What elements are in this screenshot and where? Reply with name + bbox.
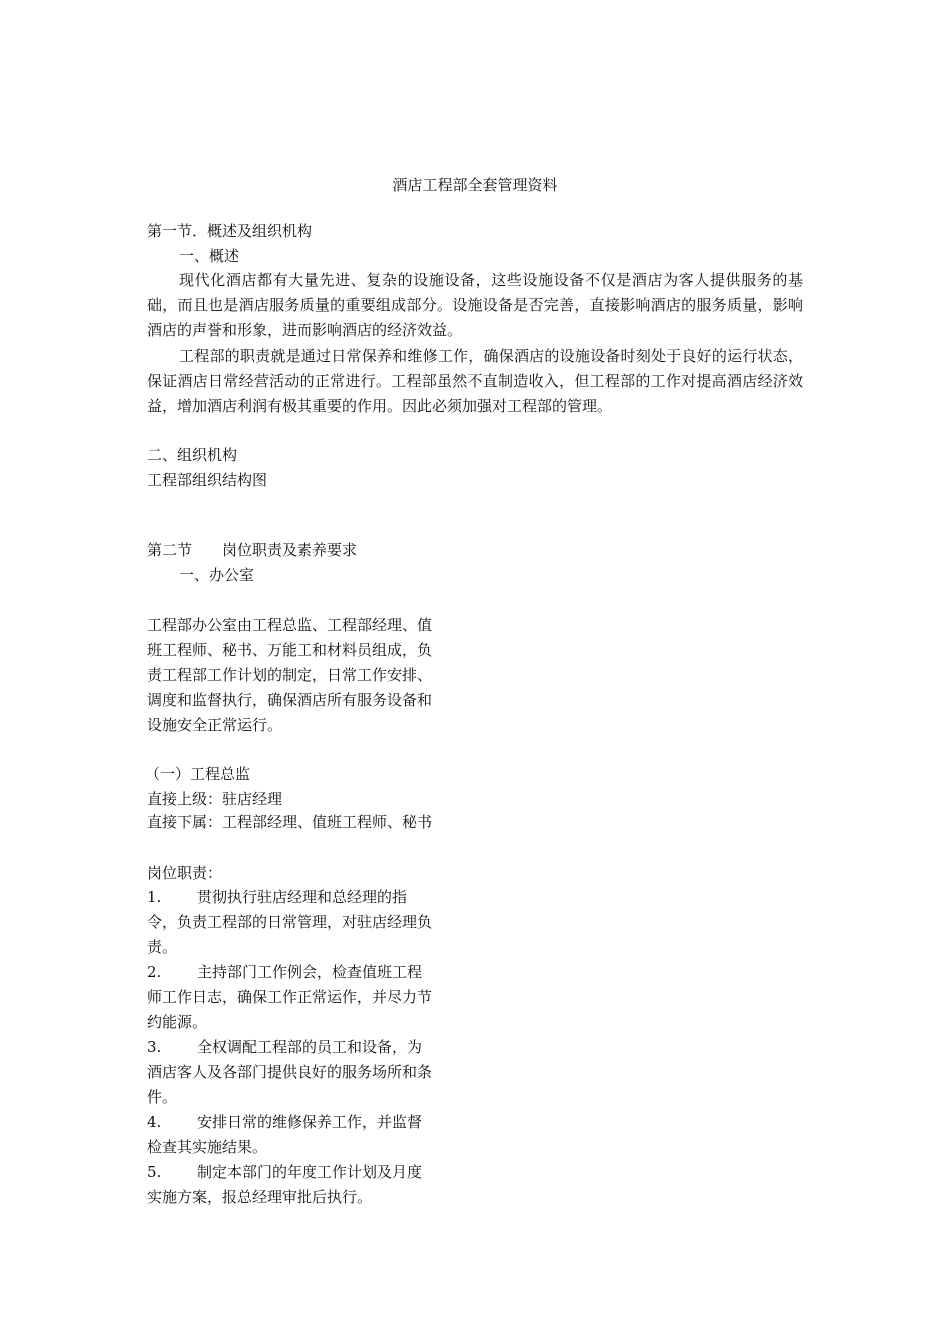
- duty-item: [147, 1035, 435, 1110]
- direct-superior: 直接上级：驻店经理: [147, 790, 283, 808]
- duties-label: 岗位职责：: [147, 864, 223, 882]
- duty-number: 4.: [147, 1113, 162, 1131]
- duty-text: 安排日常的维修保养工作，并监督检查其实施结果。: [147, 1113, 423, 1156]
- duty-text: 主持部门工作例会，检查值班工程师工作日志，确保工作正常运作，并尽力节约能源。: [147, 963, 433, 1031]
- director-heading: （一）工程总监: [145, 765, 251, 783]
- direct-subordinates: 直接下属：工程部经理、值班工程师、秘书: [147, 813, 433, 831]
- section1-subheading-organization: 二、组织机构: [147, 446, 238, 464]
- document-title: 酒店工程部全套管理资料: [392, 176, 558, 194]
- duty-item: [147, 1110, 435, 1160]
- duty-number: 2.: [147, 963, 162, 981]
- section1-heading: 第一节．概述及组织机构: [147, 222, 313, 240]
- duty-text: 制定本部门的年度工作计划及月度实施方案，报总经理审批后执行。: [147, 1163, 423, 1206]
- office-paragraph: 工程部办公室由工程总监、工程部经理、值班工程师、秘书、万能工和材料员组成，负责工程部工作计划的制定，日常工作安排、调度和监督执行，确保酒店所有服务设备和设施安全正常运行。: [147, 616, 433, 734]
- duty-item: [147, 1160, 435, 1210]
- duty-text: 贯彻执行驻店经理和总经理的指令，负责工程部的日常管理，对驻店经理负责。: [147, 888, 433, 956]
- overview-paragraph-2: 工程部的职责就是通过日常保养和维修工作，确保酒店的设施设备时刻处于良好的运行状态，保证酒店日常经营活动的正常进行。工程部虽然不直制造收入，但工程部的工作对提高酒店经济效益，增加酒店利润有极其重要的作用。因此必须加强对工程部的管理。: [147, 347, 803, 415]
- duty-number: 1.: [147, 888, 162, 906]
- section2-subheading-office: 一、办公室: [179, 566, 255, 584]
- org-chart-label: 工程部组织结构图: [147, 471, 268, 489]
- duty-text: 全权调配工程部的员工和设备，为酒店客人及各部门提供良好的服务场所和条件。: [147, 1038, 433, 1106]
- section1-subheading-overview: 一、概述: [179, 247, 240, 265]
- duty-item: [147, 960, 435, 1035]
- section2-heading: 第二节 岗位职责及素养要求: [147, 541, 358, 559]
- duty-number: 3.: [147, 1038, 162, 1056]
- duty-item: [147, 885, 435, 960]
- duty-number: 5.: [147, 1163, 162, 1181]
- overview-paragraph-1: 现代化酒店都有大量先进、复杂的设施设备，这些设施设备不仅是酒店为客人提供服务的基础，而且也是酒店服务质量的重要组成部分。设施设备是否完善，直接影响酒店的服务质量，影响酒店的声誉和形象，进而影响酒店的经济效益。: [147, 271, 803, 339]
